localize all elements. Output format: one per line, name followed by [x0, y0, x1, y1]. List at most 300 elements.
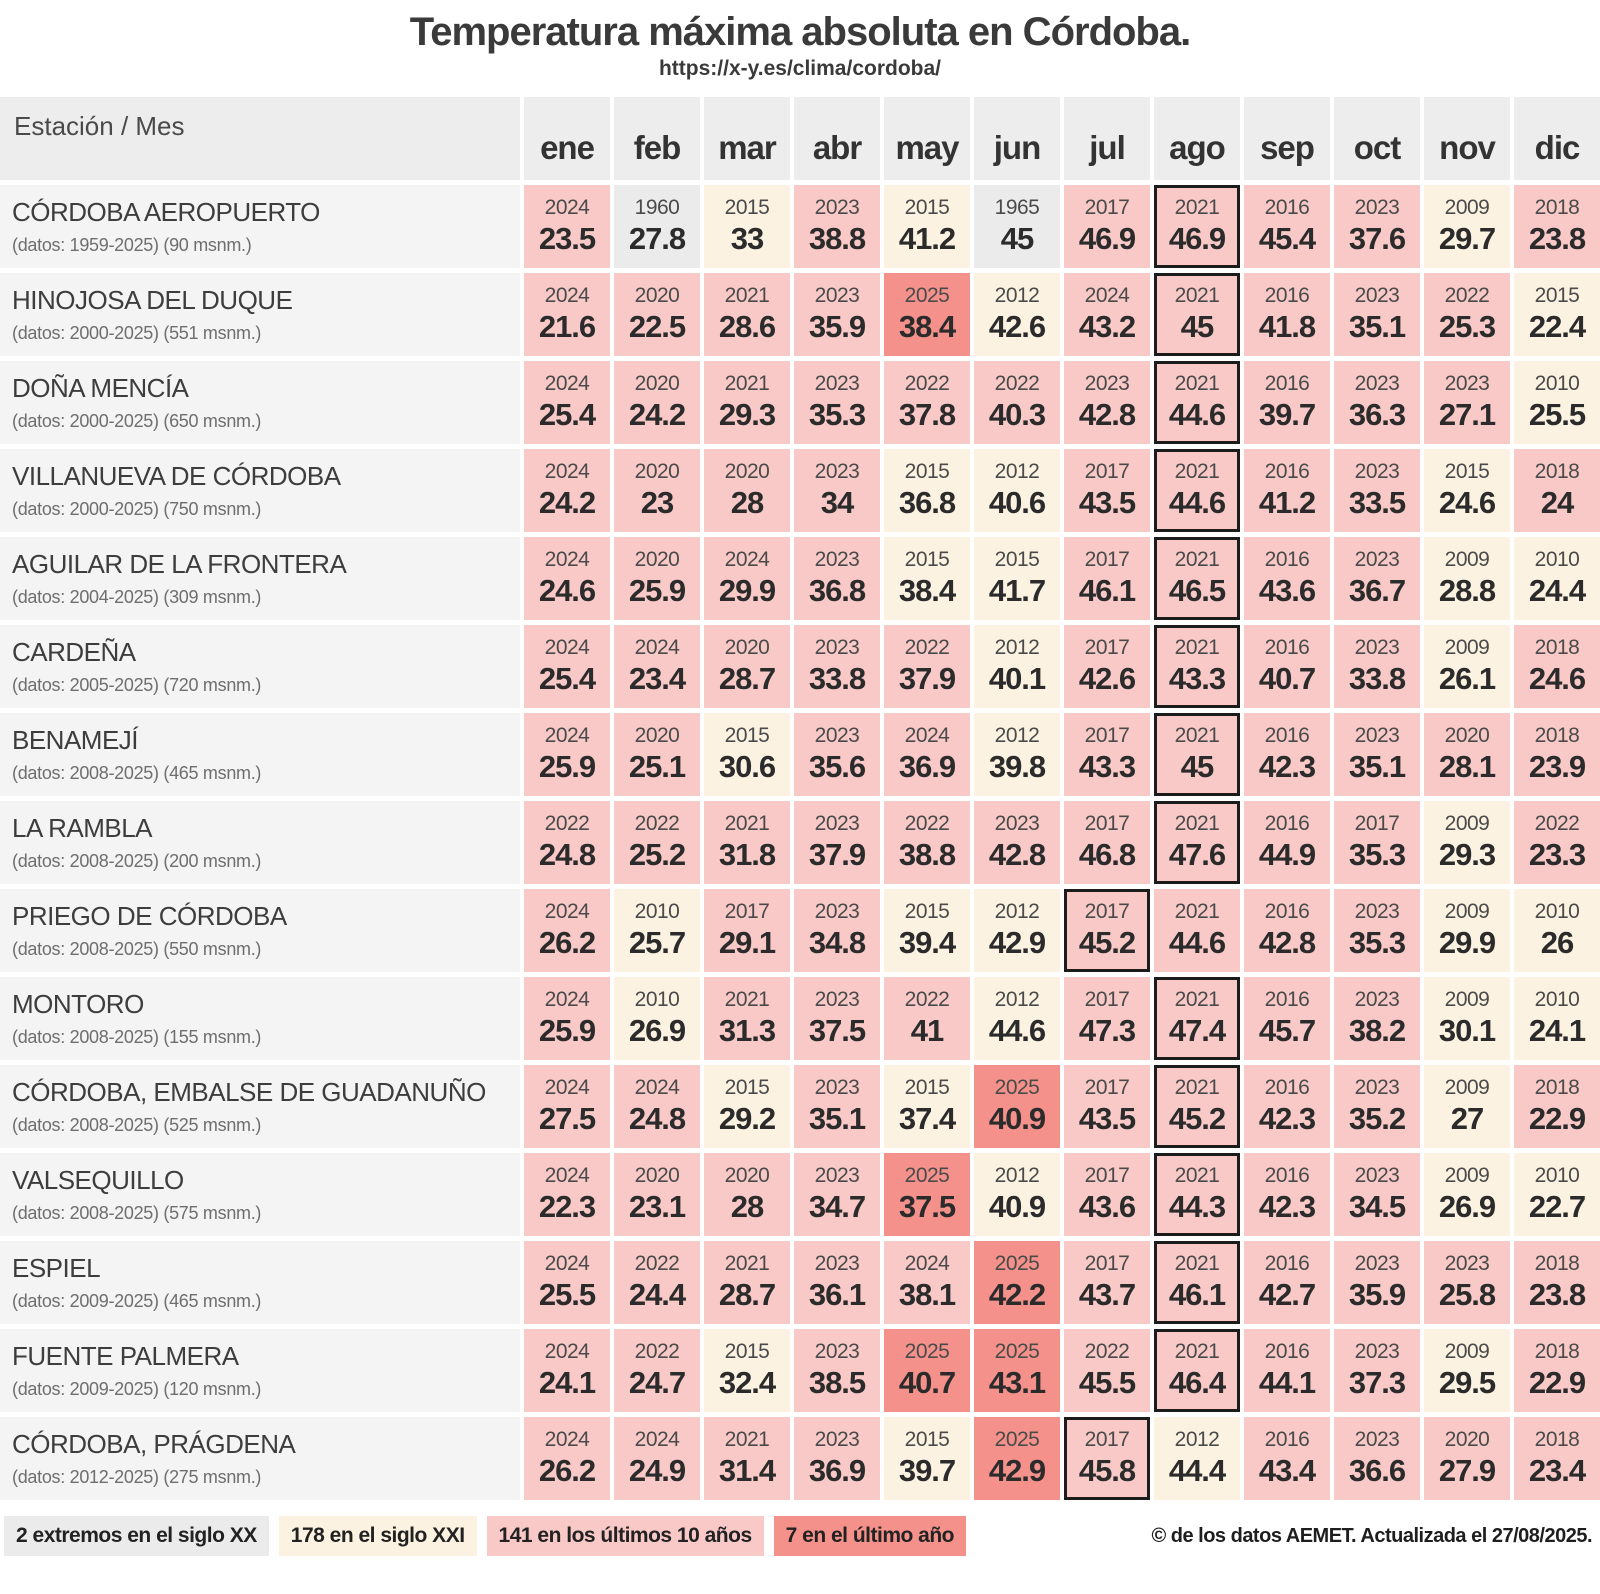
record-temperature: 24.6: [1438, 485, 1496, 520]
record-temperature: 39.7: [1258, 397, 1316, 432]
record-temperature: 36.8: [898, 485, 956, 520]
cell-may: [884, 801, 970, 884]
record-temperature: 28.6: [718, 309, 776, 344]
record-year: 2024: [904, 1252, 950, 1275]
cell-jun: [974, 185, 1060, 268]
cell-jul: [1064, 713, 1150, 796]
record-temperature: 40.1: [988, 661, 1046, 696]
record-temperature: 46.5: [1168, 573, 1226, 608]
month-label: sep: [1260, 128, 1314, 166]
station-name: VILLANUEVA DE CÓRDOBA: [12, 461, 341, 491]
record-year: 2021: [1174, 460, 1220, 483]
cell-ago: [1154, 977, 1240, 1060]
cell-sep: [1244, 889, 1330, 972]
record-year: 2023: [1354, 636, 1400, 659]
cell-oct: [1334, 625, 1420, 708]
record-year: 2024: [544, 636, 590, 659]
record-temperature: 24.6: [1528, 661, 1586, 696]
record-year: 2015: [724, 1340, 770, 1363]
page-subtitle-url[interactable]: https://x-y.es/clima/cordoba/: [658, 57, 941, 80]
cell-ago: [1154, 1329, 1240, 1412]
record-year: 2016: [1264, 1076, 1310, 1099]
record-year: 2024: [544, 988, 590, 1011]
record-year: 2017: [1084, 812, 1130, 835]
record-year: 2017: [1084, 1428, 1130, 1451]
month-header-abr: [794, 97, 880, 180]
record-temperature: 23.1: [628, 1189, 686, 1224]
record-year: 2025: [904, 284, 950, 307]
record-temperature: 42.8: [988, 837, 1046, 872]
record-year: 2017: [1354, 812, 1400, 835]
record-year: 2023: [814, 1252, 860, 1275]
cell-mar: [704, 801, 790, 884]
cell-ene: [524, 1065, 610, 1148]
record-year: 2023: [814, 900, 860, 923]
record-year: 2022: [544, 812, 590, 835]
record-temperature: 37.6: [1348, 221, 1406, 256]
record-year: 2023: [814, 1428, 860, 1451]
cell-feb: [614, 625, 700, 708]
station-name: ESPIEL: [12, 1253, 101, 1283]
station-name: HINOJOSA DEL DUQUE: [12, 285, 293, 315]
record-year: 2024: [544, 284, 590, 307]
record-year: 2010: [1534, 988, 1580, 1011]
cell-oct: [1334, 273, 1420, 356]
station-row-label: [0, 1241, 520, 1324]
record-temperature: 42.8: [1258, 925, 1316, 960]
record-year: 2009: [1444, 900, 1490, 923]
record-temperature: 25.7: [628, 925, 686, 960]
record-year: 2016: [1264, 1428, 1310, 1451]
legend-item: 178 en el siglo XXI: [279, 1516, 477, 1556]
cell-ene: [524, 625, 610, 708]
station-details: (datos: 2008-2025) (525 msnm.): [12, 1115, 262, 1135]
record-temperature: 37.5: [898, 1189, 956, 1224]
record-temperature: 44.4: [1168, 1453, 1226, 1488]
record-temperature: 43.5: [1078, 1101, 1136, 1136]
record-year: 2009: [1444, 1340, 1490, 1363]
record-year: 2015: [904, 460, 950, 483]
cell-sep: [1244, 713, 1330, 796]
record-temperature: 24.9: [628, 1453, 686, 1488]
cell-feb: [614, 1153, 700, 1236]
record-year: 2023: [814, 460, 860, 483]
record-temperature: 24.7: [628, 1365, 686, 1400]
cell-feb: [614, 185, 700, 268]
cell-jun: [974, 537, 1060, 620]
record-year: 2015: [904, 1428, 950, 1451]
record-temperature: 43.5: [1078, 485, 1136, 520]
record-year: 2018: [1534, 1428, 1580, 1451]
cell-abr: [794, 449, 880, 532]
record-temperature: 42.6: [1078, 661, 1136, 696]
record-year: 2022: [1084, 1340, 1130, 1363]
station-row-label: [0, 1153, 520, 1236]
record-year: 2021: [1174, 196, 1220, 219]
cell-nov: [1424, 713, 1510, 796]
month-header-jul: [1064, 97, 1150, 180]
record-temperature: 35.2: [1348, 1101, 1406, 1136]
record-year: 2016: [1264, 1164, 1310, 1187]
cell-may: [884, 1065, 970, 1148]
record-temperature: 27.8: [628, 221, 686, 256]
record-year: 2009: [1444, 548, 1490, 571]
record-temperature: 31.3: [718, 1013, 776, 1048]
cell-ago: [1154, 713, 1240, 796]
cell-jul: [1064, 1241, 1150, 1324]
record-year: 2025: [994, 1076, 1040, 1099]
month-header-oct: [1334, 97, 1420, 180]
record-year: 2012: [1174, 1428, 1220, 1451]
record-year: 2010: [1534, 372, 1580, 395]
record-year: 2020: [634, 372, 680, 395]
cell-ene: [524, 1329, 610, 1412]
cell-ene: [524, 1241, 610, 1324]
cell-nov: [1424, 801, 1510, 884]
cell-jul: [1064, 449, 1150, 532]
record-year: 2016: [1264, 1340, 1310, 1363]
record-temperature: 27.9: [1438, 1453, 1496, 1488]
cell-may: [884, 1153, 970, 1236]
record-temperature: 37.3: [1348, 1365, 1406, 1400]
cell-jun: [974, 1153, 1060, 1236]
record-year: 2017: [1084, 1076, 1130, 1099]
cell-nov: [1424, 361, 1510, 444]
cell-nov: [1424, 889, 1510, 972]
cell-mar: [704, 1153, 790, 1236]
cell-mar: [704, 537, 790, 620]
record-temperature: 25.9: [538, 749, 596, 784]
record-year: 2023: [814, 636, 860, 659]
cell-ago: [1154, 1241, 1240, 1324]
copyright-note: © de los datos AEMET. Actualizada el 27/08/2025.: [1151, 1524, 1592, 1547]
record-temperature: 35.3: [1348, 837, 1406, 872]
cell-mar: [704, 361, 790, 444]
record-year: 2023: [1444, 372, 1490, 395]
record-temperature: 29.9: [718, 573, 776, 608]
cell-may: [884, 977, 970, 1060]
record-year: 2017: [1084, 724, 1130, 747]
record-temperature: 28.7: [718, 661, 776, 696]
cell-dic: [1514, 1153, 1600, 1236]
cell-nov: [1424, 537, 1510, 620]
station-name: FUENTE PALMERA: [12, 1341, 239, 1371]
record-year: 2023: [1354, 1252, 1400, 1275]
record-year: 2023: [814, 284, 860, 307]
cell-ago: [1154, 537, 1240, 620]
station-name: BENAMEJÍ: [12, 725, 139, 755]
month-header-sep: [1244, 97, 1330, 180]
cell-feb: [614, 977, 700, 1060]
station-row-label: [0, 361, 520, 444]
month-label: jun: [993, 128, 1041, 166]
page-title: Temperatura máxima absoluta en Córdoba.: [409, 10, 1191, 54]
record-temperature: 42.8: [1078, 397, 1136, 432]
record-year: 2020: [724, 636, 770, 659]
record-year: 2021: [1174, 724, 1220, 747]
record-temperature: 22.4: [1528, 309, 1586, 344]
record-year: 2017: [1084, 1164, 1130, 1187]
cell-abr: [794, 977, 880, 1060]
cell-oct: [1334, 713, 1420, 796]
record-year: 2017: [1084, 1252, 1130, 1275]
record-temperature: 29.7: [1438, 221, 1496, 256]
station-name: PRIEGO DE CÓRDOBA: [12, 901, 287, 931]
cell-nov: [1424, 1329, 1510, 1412]
month-label: oct: [1353, 128, 1401, 166]
record-temperature: 40.7: [898, 1365, 956, 1400]
cell-dic: [1514, 713, 1600, 796]
cell-oct: [1334, 1153, 1420, 1236]
record-year: 2020: [1444, 724, 1490, 747]
record-year: 2024: [1084, 284, 1130, 307]
record-temperature: 35.9: [1348, 1277, 1406, 1312]
cell-dic: [1514, 1329, 1600, 1412]
record-temperature: 44.1: [1258, 1365, 1316, 1400]
cell-nov: [1424, 1241, 1510, 1324]
record-temperature: 43.7: [1078, 1277, 1136, 1312]
cell-dic: [1514, 537, 1600, 620]
record-year: 2025: [994, 1252, 1040, 1275]
cell-ene: [524, 801, 610, 884]
record-year: 2015: [724, 724, 770, 747]
station-details: (datos: 2000-2025) (750 msnm.): [12, 499, 262, 519]
cell-nov: [1424, 1417, 1510, 1500]
station-details: (datos: 2000-2025) (650 msnm.): [12, 411, 262, 431]
record-year: 2023: [1444, 1252, 1490, 1275]
record-temperature: 25.3: [1438, 309, 1496, 344]
cell-abr: [794, 1417, 880, 1500]
record-temperature: 31.8: [718, 837, 776, 872]
cell-jul: [1064, 977, 1150, 1060]
record-year: 2016: [1264, 988, 1310, 1011]
record-temperature: 34.5: [1348, 1189, 1406, 1224]
cell-feb: [614, 537, 700, 620]
record-temperature: 42.2: [988, 1277, 1046, 1312]
record-temperature: 25.5: [538, 1277, 596, 1312]
station-details: (datos: 2008-2025) (550 msnm.): [12, 939, 262, 959]
record-year: 2022: [634, 1252, 680, 1275]
record-year: 2023: [1354, 1076, 1400, 1099]
record-temperature: 42.3: [1258, 1189, 1316, 1224]
cell-jul: [1064, 625, 1150, 708]
record-temperature: 47.3: [1078, 1013, 1136, 1048]
cell-jul: [1064, 361, 1150, 444]
record-year: 2024: [634, 1076, 680, 1099]
record-temperature: 35.6: [808, 749, 866, 784]
cell-dic: [1514, 361, 1600, 444]
station-row-label: [0, 801, 520, 884]
record-year: 2023: [1354, 460, 1400, 483]
record-temperature: 27.5: [538, 1101, 596, 1136]
cell-may: [884, 1417, 970, 1500]
cell-dic: [1514, 625, 1600, 708]
record-temperature: 43.4: [1258, 1453, 1316, 1488]
record-year: 2016: [1264, 372, 1310, 395]
record-temperature: 44.6: [1168, 485, 1226, 520]
station-row-label: [0, 889, 520, 972]
cell-dic: [1514, 889, 1600, 972]
record-year: 2021: [724, 1252, 770, 1275]
record-temperature: 41: [910, 1013, 944, 1048]
record-year: 2012: [994, 988, 1040, 1011]
record-temperature: 46.9: [1078, 221, 1136, 256]
cell-jun: [974, 449, 1060, 532]
record-year: 2012: [994, 460, 1040, 483]
record-temperature: 40.9: [988, 1101, 1046, 1136]
station-name: CÓRDOBA, PRÁGDENA: [12, 1429, 296, 1459]
cell-mar: [704, 1065, 790, 1148]
record-temperature: 36.7: [1348, 573, 1406, 608]
record-year: 2021: [1174, 812, 1220, 835]
record-temperature: 35.3: [808, 397, 866, 432]
cell-abr: [794, 713, 880, 796]
record-temperature: 44.6: [1168, 925, 1226, 960]
record-temperature: 23.4: [628, 661, 686, 696]
record-temperature: 45: [1000, 221, 1034, 256]
cell-jun: [974, 361, 1060, 444]
cell-oct: [1334, 1417, 1420, 1500]
station-details: (datos: 2008-2025) (575 msnm.): [12, 1203, 262, 1223]
cell-sep: [1244, 185, 1330, 268]
record-year: 2023: [814, 1164, 860, 1187]
record-temperature: 23.8: [1528, 1277, 1586, 1312]
cell-feb: [614, 1417, 700, 1500]
record-temperature: 29.9: [1438, 925, 1496, 960]
record-temperature: 25.8: [1438, 1277, 1496, 1312]
record-year: 2024: [634, 636, 680, 659]
record-temperature: 41.8: [1258, 309, 1316, 344]
record-year: 2012: [994, 284, 1040, 307]
record-temperature: 33.8: [1348, 661, 1406, 696]
record-year: 2016: [1264, 636, 1310, 659]
record-temperature: 45.4: [1258, 221, 1316, 256]
station-row-label: [0, 625, 520, 708]
record-year: 2024: [544, 900, 590, 923]
month-header-feb: [614, 97, 700, 180]
record-year: 2023: [814, 1340, 860, 1363]
record-temperature: 25.9: [628, 573, 686, 608]
legend-item: 7 en el último año: [774, 1516, 966, 1556]
record-year: 2016: [1264, 1252, 1310, 1275]
record-temperature: 26: [1540, 925, 1574, 960]
cell-sep: [1244, 1065, 1330, 1148]
record-year: 2018: [1534, 196, 1580, 219]
legend-item: 2 extremos en el siglo XX: [4, 1516, 269, 1556]
record-year: 2018: [1534, 1252, 1580, 1275]
station-details: (datos: 2008-2025) (465 msnm.): [12, 763, 262, 783]
station-name: CÓRDOBA, EMBALSE DE GUADANUÑO: [12, 1077, 486, 1107]
record-year: 2024: [904, 724, 950, 747]
cell-nov: [1424, 273, 1510, 356]
record-temperature: 25.9: [538, 1013, 596, 1048]
record-temperature: 26.9: [1438, 1189, 1496, 1224]
record-temperature: 42.9: [988, 925, 1046, 960]
cell-oct: [1334, 801, 1420, 884]
record-year: 2016: [1264, 812, 1310, 835]
record-year: 2012: [994, 724, 1040, 747]
record-year: 2016: [1264, 900, 1310, 923]
record-year: 2020: [634, 284, 680, 307]
record-year: 2009: [1444, 1164, 1490, 1187]
record-year: 2009: [1444, 812, 1490, 835]
record-temperature: 40.7: [1258, 661, 1316, 696]
record-temperature: 45.7: [1258, 1013, 1316, 1048]
record-temperature: 29.5: [1438, 1365, 1496, 1400]
record-year: 2017: [724, 900, 770, 923]
record-temperature: 44.9: [1258, 837, 1316, 872]
cell-may: [884, 449, 970, 532]
record-temperature: 25.4: [538, 661, 596, 696]
record-year: 2010: [1534, 900, 1580, 923]
record-year: 2015: [1534, 284, 1580, 307]
cell-jun: [974, 1417, 1060, 1500]
record-temperature: 40.3: [988, 397, 1046, 432]
cell-sep: [1244, 1329, 1330, 1412]
record-temperature: 38.4: [898, 309, 956, 344]
record-year: 2015: [724, 1076, 770, 1099]
record-temperature: 44.6: [1168, 397, 1226, 432]
cell-ago: [1154, 801, 1240, 884]
record-temperature: 42.3: [1258, 1101, 1316, 1136]
record-temperature: 28: [730, 1189, 764, 1224]
cell-ago: [1154, 185, 1240, 268]
record-temperature: 43.6: [1078, 1189, 1136, 1224]
month-header-nov: [1424, 97, 1510, 180]
record-temperature: 40.9: [988, 1189, 1046, 1224]
record-year: 2015: [904, 1076, 950, 1099]
record-year: 2021: [1174, 372, 1220, 395]
record-year: 2025: [904, 1164, 950, 1187]
cell-ene: [524, 713, 610, 796]
cell-may: [884, 713, 970, 796]
record-year: 2009: [1444, 636, 1490, 659]
cell-sep: [1244, 625, 1330, 708]
record-year: 2020: [634, 1164, 680, 1187]
cell-ene: [524, 977, 610, 1060]
month-label: mar: [718, 128, 776, 166]
record-year: 2024: [544, 1428, 590, 1451]
cell-mar: [704, 713, 790, 796]
cell-ago: [1154, 1065, 1240, 1148]
record-temperature: 39.4: [898, 925, 956, 960]
record-temperature: 26.2: [538, 925, 596, 960]
cell-sep: [1244, 1153, 1330, 1236]
record-temperature: 45.2: [1168, 1101, 1226, 1136]
record-temperature: 35.3: [1348, 925, 1406, 960]
record-year: 2023: [1354, 548, 1400, 571]
month-header-ago: [1154, 97, 1240, 180]
record-temperature: 22.3: [538, 1189, 596, 1224]
cell-dic: [1514, 185, 1600, 268]
month-label: jul: [1089, 128, 1125, 166]
cell-nov: [1424, 625, 1510, 708]
record-temperature: 35.1: [1348, 749, 1406, 784]
record-temperature: 24.1: [538, 1365, 596, 1400]
record-year: 2023: [814, 1076, 860, 1099]
record-temperature: 27.1: [1438, 397, 1496, 432]
record-year: 2024: [544, 460, 590, 483]
record-temperature: 47.4: [1168, 1013, 1226, 1048]
record-temperature: 42.9: [988, 1453, 1046, 1488]
record-temperature: 46.9: [1168, 221, 1226, 256]
station-row-label: [0, 1329, 520, 1412]
cell-oct: [1334, 977, 1420, 1060]
record-year: 2021: [724, 1428, 770, 1451]
record-temperature: 24: [1540, 485, 1574, 520]
record-year: 2023: [814, 988, 860, 1011]
record-temperature: 23.9: [1528, 749, 1586, 784]
